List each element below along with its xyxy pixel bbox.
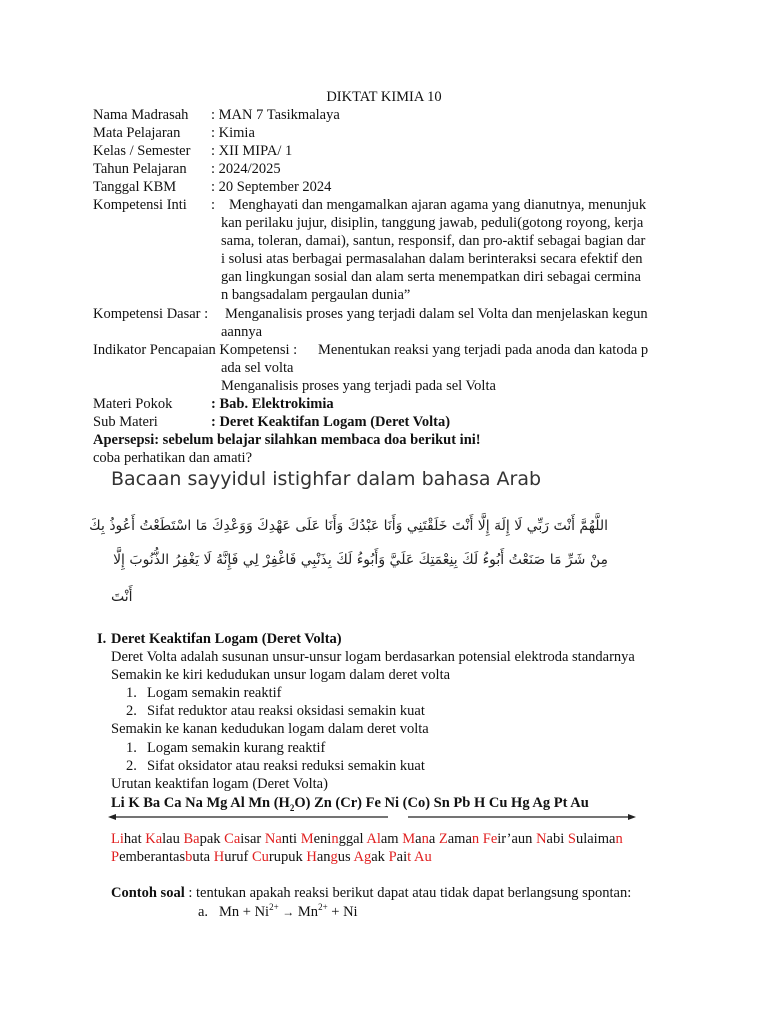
superscript: 2+ — [318, 902, 328, 912]
apersepsi: Apersepsi: sebelum belajar silahkan membaca doa berikut ini! — [93, 432, 481, 448]
page-title: DIKTAT KIMIA 10 — [326, 89, 442, 105]
ki-colon: : — [211, 197, 216, 213]
mnemonic-segment: P — [388, 849, 397, 865]
info-label: Mata Pelajaran — [93, 125, 181, 141]
mnemonic-segment: Z — [438, 831, 448, 847]
mnemonic-segment: n — [615, 831, 623, 847]
mnemonic-segment: rupuk — [268, 849, 307, 865]
mnemonic-segment: n — [471, 831, 483, 847]
ki-line: gan lingkungan sosial dan alam serta menempatkan diri sebagai cermina — [221, 269, 641, 285]
list-item: Logam semakin kurang reaktif — [147, 740, 326, 756]
mnemonic-segment: Au — [413, 849, 432, 865]
section-heading: Deret Keaktifan Logam (Deret Volta) — [111, 631, 342, 647]
mnemonic-segment: ama — [447, 831, 472, 847]
doa-line: مِنْ شَرِّ مَا صَنَعْتُ أَبُوءُ لَكَ بِنِعْمَتِكَ عَلَيَّ وَأَبُوءُ لَكَ بِذَنْبِي فَاغْفِرْ لِي فَإِنَّهُ لَا يَغْفِرُ الذُّنُوبَ إِلَّا — [113, 552, 608, 568]
volta-series-part: Li K Ba Ca Na Mg Al Mn (H — [111, 795, 290, 811]
info-value: : XII MIPA/ 1 — [211, 143, 293, 159]
mnemonic-segment: t — [407, 849, 414, 865]
mnemonic-segment: H — [306, 849, 317, 865]
list-number: 2. — [126, 758, 137, 774]
arrow-icon: → — [282, 905, 295, 919]
mnemonic-segment: uta — [192, 849, 214, 865]
info-value: : MAN 7 Tasikmalaya — [211, 107, 340, 123]
doa-line: أَنْتَ — [111, 589, 133, 605]
mnemonic-segment: H — [213, 849, 225, 865]
eq-part: Mn — [297, 904, 319, 920]
mnemonic-segment: P — [111, 849, 120, 865]
ipk-line: Menganalisis proses yang terjadi pada sel Volta — [221, 378, 496, 394]
mnemonic-segment: an — [316, 849, 331, 865]
item-letter: a. — [198, 904, 209, 920]
volta-series-part: O) Zn (Cr) Fe Ni (Co) Sn Pb H Cu Hg Ag Pt Au — [294, 795, 589, 811]
mnemonic-segment: us — [337, 849, 354, 865]
urutan-label: Urutan keaktifan logam (Deret Volta) — [111, 776, 328, 792]
list-item: Sifat oksidator atau reaksi reduksi semakin kuat — [147, 758, 425, 774]
ki-line: n bangsadalam pergaulan dunia” — [221, 287, 411, 303]
mnemonic-segment: M — [402, 831, 416, 847]
mnemonic-segment: eni — [313, 831, 332, 847]
section-paragraph: Deret Volta adalah susunan unsur-unsur logam berdasarkan potensial elektroda standarnya — [111, 649, 635, 665]
mnemonic-segment: am — [380, 831, 403, 847]
mnemonic-segment: abi — [546, 831, 568, 847]
mnemonic-segment: emberantas — [119, 849, 186, 865]
mnemonic-line — [111, 830, 623, 848]
mnemonic-segment: S — [567, 831, 576, 847]
equation — [219, 903, 358, 921]
superscript: 2+ — [269, 902, 279, 912]
mnemonic-segment: M — [300, 831, 314, 847]
info-label: Nama Madrasah — [93, 107, 189, 123]
mnemonic-segment: ai — [396, 849, 408, 865]
ki-label: Kompetensi Inti — [93, 197, 187, 213]
list-item: Sifat reduktor atau reaksi oksidasi semakin kuat — [147, 703, 425, 719]
mnemonic-segment: ak — [371, 849, 389, 865]
mnemonic-segment: Na — [264, 831, 282, 847]
ki-line: sama, toleran, damai), santun, responsif, dan pro-aktif sebagai bagian dar — [221, 233, 646, 249]
info-value: : Kimia — [211, 125, 255, 141]
mnemonic-segment: Ag — [353, 849, 372, 865]
mnemonic-segment: b — [185, 849, 193, 865]
double-arrow-icon — [108, 812, 638, 822]
volta-series — [111, 794, 589, 812]
ipk-line: ada sel volta — [221, 360, 294, 376]
sub-materi-value: : Deret Keaktifan Logam (Deret Volta) — [211, 414, 451, 430]
mnemonic-segment: Li — [111, 831, 124, 847]
kd-line: aannya — [221, 324, 263, 340]
ipk-line: Menentukan reaksi yang terjadi pada anoda dan katoda p — [318, 342, 649, 358]
mnemonic-segment: Ca — [224, 831, 241, 847]
kd-label: Kompetensi Dasar : — [93, 306, 209, 322]
eq-part: Mn + Ni — [219, 904, 270, 920]
info-label: Kelas / Semester — [93, 143, 191, 159]
info-label: Tanggal KBM — [93, 179, 177, 195]
mnemonic-segment: a — [415, 831, 422, 847]
sub-materi-label: Sub Materi — [93, 414, 158, 430]
mnemonic-segment: n — [421, 831, 429, 847]
mnemonic-segment: Fe — [482, 831, 498, 847]
mnemonic-segment: Cu — [251, 849, 269, 865]
mnemonic-segment: pak — [199, 831, 225, 847]
mnemonic-segment: ulaima — [575, 831, 616, 847]
mnemonic-segment: uruf — [224, 849, 252, 865]
materi-pokok-label: Materi Pokok — [93, 396, 173, 412]
mnemonic-segment: N — [536, 831, 547, 847]
list-number: 1. — [126, 740, 137, 756]
example-label: Contoh soal — [111, 885, 185, 901]
doa-line: اللَّهُمَّ أَنْتَ رَبِّي لَا إِلَهَ إِلَّا أَنْتَ خَلَقْتَنِي وَأَنَا عَبْدُكَ وَأَنَا عَلَى عَهْدِكَ وَوَعْدِكَ مَا اسْتَطَعْتُ أَعُوذُ بِكَ — [89, 518, 608, 534]
mnemonic-segment: isar — [240, 831, 265, 847]
mnemonic-segment: nti — [281, 831, 301, 847]
ipk-label: Indikator Pencapaian Kompetensi : — [93, 342, 298, 358]
instruction: coba perhatikan dan amati? — [93, 450, 253, 466]
subscript: 2 — [289, 802, 295, 813]
list-number: 2. — [126, 703, 137, 719]
info-value: : 2024/2025 — [211, 161, 281, 177]
mnemonic-segment: Al — [366, 831, 381, 847]
mnemonic-segment: gg — [338, 831, 354, 847]
mnemonic-line — [111, 848, 432, 866]
info-value: : 20 September 2024 — [211, 179, 332, 195]
example-question — [111, 884, 631, 902]
info-label: Tahun Pelajaran — [93, 161, 187, 177]
doa-title: Bacaan sayyidul istighfar dalam bahasa Arab — [111, 468, 542, 490]
mnemonic-segment: hat — [123, 831, 146, 847]
mnemonic-segment: al — [353, 831, 367, 847]
mnemonic-segment: n — [331, 831, 339, 847]
left-intro: Semakin ke kiri kedudukan unsur logam dalam deret volta — [111, 667, 451, 683]
section-number: I. — [97, 631, 107, 647]
example-text: : tentukan apakah reaksi berikut dapat atau tidak dapat berlangsung spontan: — [184, 885, 632, 901]
list-item: Logam semakin reaktif — [147, 685, 282, 701]
ki-line: kan perilaku jujur, disiplin, tanggung jawab, peduli(gotong royong, kerja — [221, 215, 644, 231]
mnemonic-segment: ir’aun — [497, 831, 537, 847]
materi-pokok-value: : Bab. Elektrokimia — [211, 396, 334, 412]
ki-line: i solusi atas berbagai permasalahan dalam berinteraksi secara efektif den — [221, 251, 643, 267]
mnemonic-segment: Ka — [145, 831, 163, 847]
mnemonic-segment: g — [330, 849, 338, 865]
eq-part: + Ni — [327, 904, 358, 920]
mnemonic-segment: Ba — [183, 831, 200, 847]
mnemonic-segment: a — [428, 831, 439, 847]
ki-line: Menghayati dan mengamalkan ajaran agama yang dianutnya, menunjuk — [229, 197, 647, 213]
mnemonic-segment: lau — [162, 831, 184, 847]
list-number: 1. — [126, 685, 137, 701]
right-intro: Semakin ke kanan kedudukan logam dalam deret volta — [111, 721, 429, 737]
kd-line: Menganalisis proses yang terjadi dalam sel Volta dan menjelaskan kegun — [225, 306, 648, 322]
